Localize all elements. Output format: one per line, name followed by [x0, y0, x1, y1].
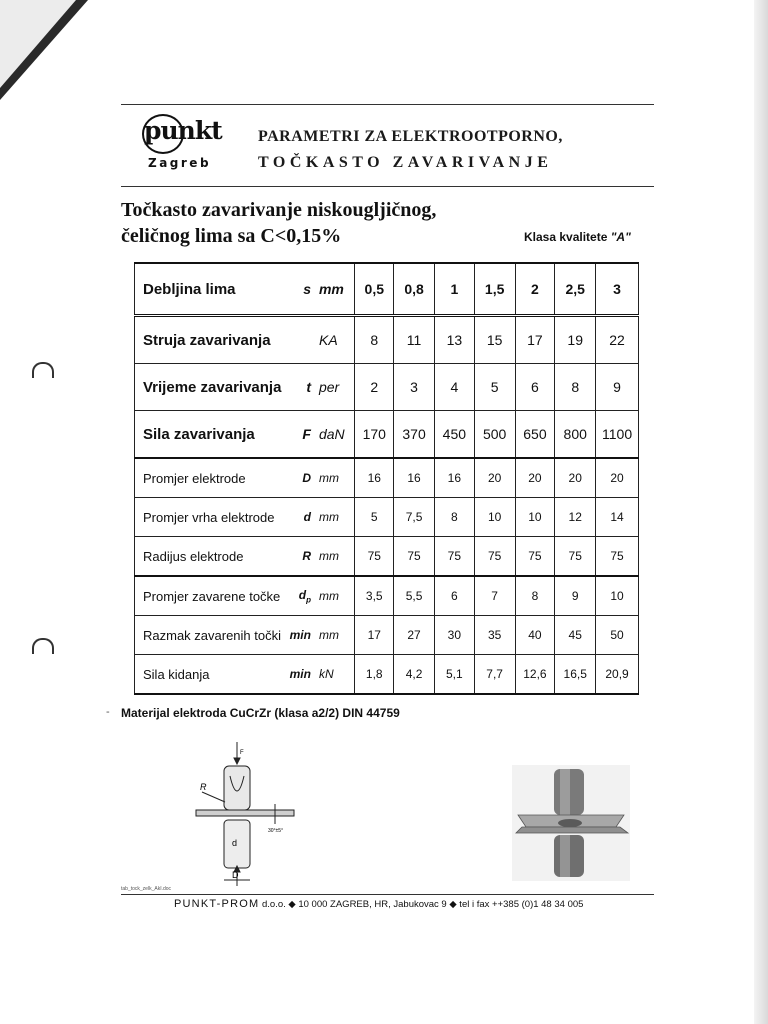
table-cell: 1,8	[355, 655, 394, 695]
table-cell: 12	[555, 498, 596, 537]
table-cell: 20	[474, 458, 515, 498]
sheet-metal	[196, 810, 294, 816]
thickness-value: 2,5	[555, 263, 596, 316]
table-row	[135, 364, 639, 411]
document-title-line2: TOČKASTO ZAVARIVANJE	[258, 154, 553, 171]
thickness-value: 2	[515, 263, 555, 316]
header-unit: mm	[315, 263, 355, 316]
row-unit: per	[315, 364, 355, 411]
table-row	[135, 316, 639, 364]
row-symbol: $d_p$	[290, 576, 315, 616]
force-arrowhead-top	[234, 758, 240, 764]
header-label: Debljina lima	[135, 263, 290, 316]
table-row	[135, 411, 639, 459]
row-unit: mm	[315, 498, 355, 537]
table-cell: 12,6	[515, 655, 555, 695]
table-cell: 8	[355, 316, 394, 364]
row-unit: daN	[315, 411, 355, 459]
quality-value: "A"	[610, 230, 631, 244]
table-cell: 6	[515, 364, 555, 411]
table-cell: 17	[515, 316, 555, 364]
punch-hole-top	[32, 362, 54, 378]
table-cell: 500	[474, 411, 515, 459]
table-header-row	[135, 263, 639, 316]
table-cell: 3	[394, 364, 435, 411]
table-cell: 16	[355, 458, 394, 498]
table-cell: 5	[474, 364, 515, 411]
page-edge-shadow	[754, 0, 768, 1024]
table-cell: 10	[596, 576, 639, 616]
table-cell: 370	[394, 411, 435, 459]
row-symbol: R	[290, 537, 315, 577]
table-cell: 30	[434, 616, 474, 655]
radius-leader	[202, 792, 225, 802]
table-cell: 13	[434, 316, 474, 364]
spot-welding-photo	[512, 765, 630, 881]
thickness-value: 1	[434, 263, 474, 316]
table-cell: 1100	[596, 411, 639, 459]
table-cell: 75	[474, 537, 515, 577]
row-label: Promjer zavarene točke	[135, 576, 290, 616]
table-cell: 16	[394, 458, 435, 498]
table-cell: 7	[474, 576, 515, 616]
row-symbol: D	[290, 458, 315, 498]
row-label: Vrijeme zavarivanja	[135, 364, 290, 411]
force-label: F	[240, 750, 244, 756]
table-cell: 7,7	[474, 655, 515, 695]
table-cell: 6	[434, 576, 474, 616]
table-cell: 450	[434, 411, 474, 459]
row-unit: mm	[315, 616, 355, 655]
table-cell: 10	[474, 498, 515, 537]
table-cell: 20	[555, 458, 596, 498]
table-cell: 20	[515, 458, 555, 498]
table-row	[135, 498, 639, 537]
electrode-diameter-label: D	[232, 870, 239, 880]
thickness-value: 0,8	[394, 263, 435, 316]
table-cell: 45	[555, 616, 596, 655]
section-title-line2: čeličnog lima sa C<0,15%	[121, 225, 342, 247]
table-row	[135, 458, 639, 498]
table-cell: 19	[555, 316, 596, 364]
row-label: Sila kidanja	[135, 655, 290, 695]
row-label: Promjer elektrode	[135, 458, 290, 498]
table-cell: 75	[555, 537, 596, 577]
row-label: Promjer vrha elektrode	[135, 498, 290, 537]
thickness-value: 3	[596, 263, 639, 316]
row-label: Razmak zavarenih točki	[135, 616, 290, 655]
table-cell: 22	[596, 316, 639, 364]
quality-class	[524, 230, 631, 244]
table-cell: 4	[434, 364, 474, 411]
table-cell: 9	[596, 364, 639, 411]
document-title-line1: PARAMETRI ZA ELEKTROOTPORNO,	[258, 128, 563, 145]
table-cell: 40	[515, 616, 555, 655]
company-logo	[144, 116, 224, 176]
row-label: Struja zavarivanja	[135, 316, 290, 364]
table-cell: 11	[394, 316, 435, 364]
row-symbol: F	[290, 411, 315, 459]
table-cell: 75	[515, 537, 555, 577]
table-cell: 35	[474, 616, 515, 655]
footer-company: PUNKT-PROM	[174, 898, 260, 910]
row-unit: kN	[315, 655, 355, 695]
row-label: Radijus elektrode	[135, 537, 290, 577]
table-cell: 20	[596, 458, 639, 498]
radius-label: R	[200, 782, 207, 792]
table-row	[135, 576, 639, 616]
upper-electrode	[224, 766, 250, 810]
row-symbol: min	[290, 616, 315, 655]
row-unit: mm	[315, 458, 355, 498]
header-bottom-rule	[121, 186, 654, 187]
table-cell: 75	[434, 537, 474, 577]
row-symbol: min	[290, 655, 315, 695]
table-row	[135, 537, 639, 577]
thickness-value: 1,5	[474, 263, 515, 316]
table-cell: 3,5	[355, 576, 394, 616]
page-corner-fold-inner	[0, 0, 76, 88]
table-cell: 16,5	[555, 655, 596, 695]
top-rule	[121, 104, 654, 105]
punch-hole-bottom	[32, 638, 54, 654]
row-unit: mm	[315, 576, 355, 616]
logo-word: punkt	[144, 116, 222, 145]
table-cell: 8	[515, 576, 555, 616]
table-cell: 50	[596, 616, 639, 655]
welding-parameters-table	[134, 262, 639, 695]
section-title-line1: Točkasto zavarivanje niskougljičnog,	[121, 199, 437, 221]
table-cell: 170	[355, 411, 394, 459]
table-cell: 8	[555, 364, 596, 411]
table-cell: 4,2	[394, 655, 435, 695]
table-cell: 16	[434, 458, 474, 498]
electrode-material-note: Materijal elektroda CuCrZr (klasa a2/2) DIN 44759	[121, 706, 400, 720]
footer-contact	[174, 898, 583, 910]
file-name-tag: tab_tock_zelk_AkI.doc	[121, 886, 172, 892]
table-cell: 17	[355, 616, 394, 655]
quality-label: Klasa kvalitete	[524, 230, 608, 244]
table-cell: 75	[394, 537, 435, 577]
table-cell: 5,1	[434, 655, 474, 695]
table-cell: 27	[394, 616, 435, 655]
material-bullet: -	[106, 706, 110, 718]
electrode-diagram	[180, 740, 295, 890]
logo-city: Zagreb	[148, 156, 212, 170]
table-row	[135, 616, 639, 655]
table-cell: 800	[555, 411, 596, 459]
table-row	[135, 655, 639, 695]
table-cell: 14	[596, 498, 639, 537]
table-cell: 650	[515, 411, 555, 459]
table-cell: 7,5	[394, 498, 435, 537]
table-cell: 15	[474, 316, 515, 364]
tip-diameter-label: d	[232, 838, 238, 848]
table-cell: 5	[355, 498, 394, 537]
table-cell: 75	[355, 537, 394, 577]
row-unit: KA	[315, 316, 355, 364]
table-cell: 10	[515, 498, 555, 537]
header-symbol: s	[290, 263, 315, 316]
footer-address: d.o.o. ◆ 10 000 ZAGREB, HR, Jabukovac 9 ◆ tel i fax ++385 (0)1 48 34 005	[261, 899, 584, 910]
footer-rule	[121, 894, 654, 895]
row-symbol	[290, 316, 315, 364]
table-cell: 5,5	[394, 576, 435, 616]
table-cell: 9	[555, 576, 596, 616]
row-symbol: d	[290, 498, 315, 537]
table-cell: 8	[434, 498, 474, 537]
thickness-value: 0,5	[355, 263, 394, 316]
row-symbol: t	[290, 364, 315, 411]
row-label: Sila zavarivanja	[135, 411, 290, 459]
table-cell: 2	[355, 364, 394, 411]
tip-angle-label: 30°±5°	[268, 828, 284, 834]
row-unit: mm	[315, 537, 355, 577]
table-cell: 75	[596, 537, 639, 577]
table-cell: 20,9	[596, 655, 639, 695]
